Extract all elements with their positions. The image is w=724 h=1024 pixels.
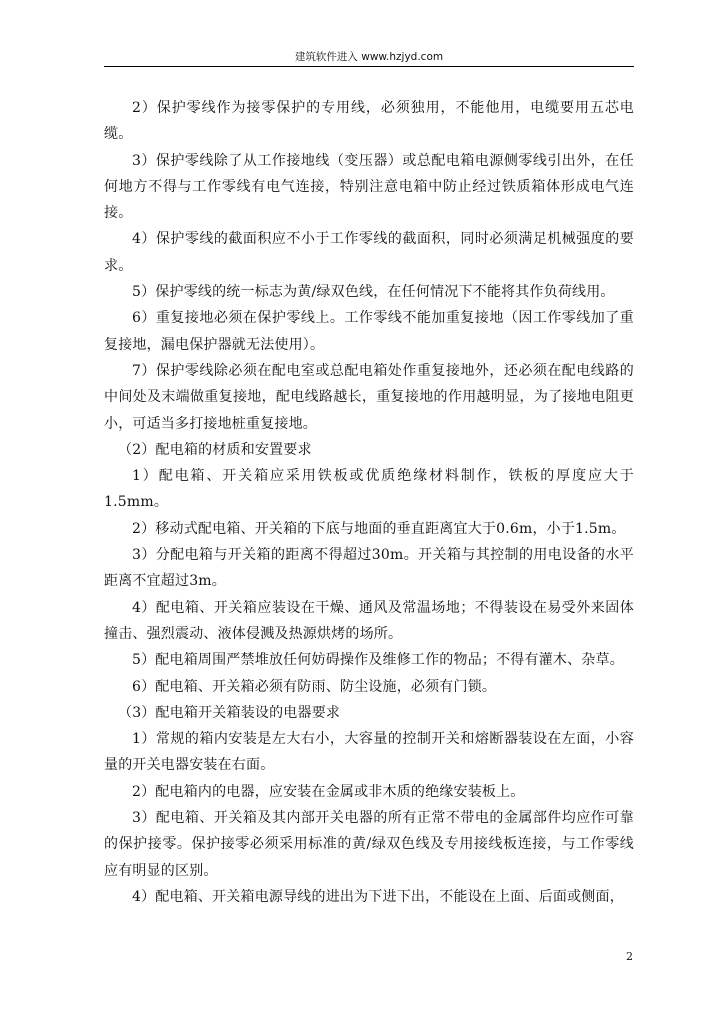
paragraph: 3）分配电箱与开关箱的距离不得超过30m。开关箱与其控制的用电设备的水平距离不宜超过3m。	[104, 547, 634, 590]
paragraph: 5）配电箱周围严禁堆放任何妨碍操作及维修工作的物品；不得有灌木、杂草。	[132, 652, 624, 669]
paragraph: 2）保护零线作为接零保护的专用线，必须独用，不能他用，电缆要用五芯电缆。	[104, 100, 634, 143]
paragraph: 2）配电箱内的电器，应安装在金属或非木质的绝缘安装板上。	[132, 783, 525, 800]
paragraph: 2）移动式配电箱、开关箱的下底与地面的垂直距离宜大于0.6m，小于1.5m。	[132, 520, 626, 537]
paragraph: 4）保护零线的截面积应不小于工作零线的截面积，同时必须满足机械强度的要求。	[104, 231, 634, 274]
paragraph: 3）配电箱、开关箱及其内部开关电器的所有正常不带电的金属部件均应作可靠的保护接零。保护接零必须采用标准的黄/绿双色线及专用接线板连接，与工作零线应有明显的区别。	[104, 810, 634, 879]
paragraph: 6）重复接地必须在保护零线上。工作零线不能加重复接地（因工作零线加了重复接地，漏电保护器就无法使用）。	[104, 310, 634, 353]
section-heading: （2）配电箱的材质和安置要求	[118, 441, 312, 458]
page-header: 建筑软件进入 www.hzjyd.com	[294, 51, 444, 63]
paragraph: 7）保护零线除必须在配电室或总配电箱处作重复接地外，还必须在配电线路的中间处及末端做重复接地，配电线路越长，重复接地的作用越明显，为了接地电阻更小，可适当多打接地桩重复接地。	[104, 362, 634, 432]
section-heading: （3）配电箱开关箱装设的电器要求	[118, 704, 341, 721]
paragraph: 5）保护零线的统一标志为黄/绿双色线，在任何情况下不能将其作负荷线用。	[132, 284, 615, 301]
paragraph: 1）配电箱、开关箱应采用铁板或优质绝缘材料制作，铁板的厚度应大于1.5mm。	[104, 468, 634, 511]
page-number: 2	[626, 950, 633, 963]
header-divider	[104, 66, 634, 67]
paragraph: 6）配电箱、开关箱必须有防雨、防尘设施，必须有门锁。	[132, 678, 497, 695]
paragraph: 4）配电箱、开关箱电源导线的进出为下进下出，不能设在上面、后面或侧面，	[132, 888, 624, 905]
document-body	[104, 95, 634, 910]
paragraph: 3）保护零线除了从工作接地线（变压器）或总配电箱电源侧零线引出外，在任何地方不得与工作零线有电气连接，特别注意电箱中防止经过铁质箱体形成电气连接。	[104, 152, 634, 222]
paragraph: 1）常规的箱内安装是左大右小，大容量的控制开关和熔断器装设在左面，小容量的开关电器安装在右面。	[104, 731, 634, 774]
paragraph: 4）配电箱、开关箱应装设在干燥、通风及常温场地；不得装设在易受外来固体撞击、强烈震动、液体侵溅及热源烘烤的场所。	[104, 599, 634, 642]
